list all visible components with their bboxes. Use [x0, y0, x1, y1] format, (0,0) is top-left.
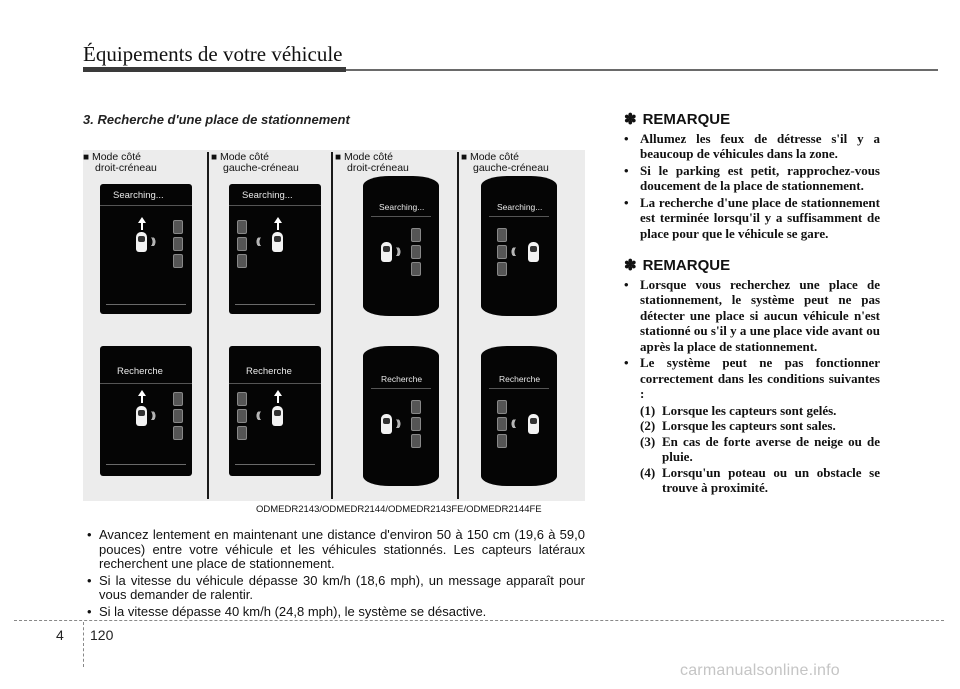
parked-car-icon: [237, 426, 247, 440]
parked-car-icon: [411, 228, 421, 242]
parking-search-figure: [83, 150, 585, 501]
mode-label-line2: droit-créneau: [95, 162, 157, 174]
parked-car-icon: [411, 400, 421, 414]
square-bullet-icon: ■: [211, 152, 218, 163]
parked-car-icon: [173, 426, 183, 440]
parked-car-icon: [237, 409, 247, 423]
screen-divider: [100, 205, 192, 206]
note-item: • Allumez les feux de détresse s'il y a beaucoup de véhicules dans la zone.: [624, 131, 880, 162]
column-divider: [331, 152, 333, 499]
parked-car-icon: [237, 392, 247, 406]
note-heading-text: REMARQUE: [642, 257, 731, 274]
parked-car-icon: [497, 434, 507, 448]
mode-column-1: [83, 150, 207, 501]
subitem-number: (3): [640, 433, 656, 449]
note-item: • Le système peut ne pas fonctionner correctement dans les conditions suivantes :: [624, 355, 880, 402]
sensor-waves-icon: ))): [151, 236, 154, 246]
parked-car-icon: [497, 417, 507, 431]
mode-label-line2: droit-créneau: [347, 162, 409, 174]
sensor-waves-icon: ))): [396, 418, 399, 428]
square-bullet-icon: ■: [83, 152, 90, 163]
mode-column-4: [461, 150, 585, 501]
arrow-stem: [277, 222, 279, 230]
arrow-stem: [277, 395, 279, 403]
display-screen-recherche: [363, 346, 439, 486]
asterisk-icon: ✽: [624, 257, 637, 274]
display-screen-searching: [481, 176, 557, 316]
parked-car-icon: [173, 220, 183, 234]
note-item: • Si le parking est petit, rapprochez-vous doucement de la place de stationnement.: [624, 163, 880, 194]
note-heading-text: REMARQUE: [642, 111, 731, 128]
mode-label: [211, 152, 299, 174]
mode-label-line2: gauche-créneau: [223, 162, 299, 174]
own-car-icon: [136, 406, 147, 426]
parked-car-icon: [411, 262, 421, 276]
footer-vertical-rule: [83, 622, 84, 667]
arrow-stem: [141, 222, 143, 230]
subitem-text: En cas de forte averse de neige ou de pluie.: [662, 433, 880, 464]
subitem-number: (4): [640, 464, 656, 480]
parked-car-icon: [173, 409, 183, 423]
mode-column-3: [335, 150, 455, 501]
mode-column-2: [211, 150, 331, 501]
subitem-number: (2): [640, 418, 656, 433]
mode-label: [461, 152, 549, 174]
chapter-number: 4: [56, 627, 64, 643]
screen-base-line: [106, 304, 186, 305]
screen-divider: [489, 388, 549, 389]
subitem-number: (1): [640, 402, 656, 418]
page-header-title: Équipements de votre véhicule: [83, 42, 343, 66]
parked-car-icon: [411, 434, 421, 448]
screen-base-line: [235, 304, 315, 305]
own-car-icon: [528, 414, 539, 434]
column-divider: [207, 152, 209, 499]
note-heading: [624, 258, 880, 274]
display-screen-searching: [100, 184, 192, 314]
header-rule-thick: [83, 67, 346, 72]
own-car-icon: [136, 232, 147, 252]
footer-rule: [14, 620, 944, 621]
asterisk-icon: ✽: [624, 111, 637, 128]
screen-divider: [371, 216, 431, 217]
square-bullet-icon: ■: [335, 152, 342, 163]
screen-base-line: [235, 464, 315, 465]
parked-car-icon: [411, 245, 421, 259]
note-item: • La recherche d'une place de stationnement est terminée lorsqu'il y a suffisamment de place pour que le véhicule se gare.: [624, 195, 880, 242]
display-screen-searching: [229, 184, 321, 314]
mode-label-line1: Mode côté: [219, 151, 269, 163]
screen-divider: [229, 383, 321, 384]
own-car-icon: [381, 414, 392, 434]
mode-label: [83, 152, 157, 174]
parked-car-icon: [497, 228, 507, 242]
note-subitem: [624, 434, 880, 465]
parked-car-icon: [497, 262, 507, 276]
note-subitem: [624, 403, 880, 419]
parked-car-icon: [237, 237, 247, 251]
mode-label-line1: Mode côté: [343, 151, 393, 163]
own-car-icon: [528, 242, 539, 262]
screen-caption: Searching...: [379, 202, 425, 212]
note-subitem: [624, 418, 880, 434]
mode-label-line1: Mode côté: [469, 151, 519, 163]
header-rule-thin: [346, 69, 938, 71]
instruction-list: [83, 528, 585, 621]
screen-base-line: [106, 464, 186, 465]
display-screen-searching: [363, 176, 439, 316]
screen-caption: Searching...: [242, 190, 293, 201]
section-title: 3. Recherche d'une place de stationnement: [83, 112, 350, 127]
mode-label: [335, 152, 409, 174]
parked-car-icon: [237, 220, 247, 234]
list-item: • Avancez lentement en maintenant une distance d'environ 50 à 150 cm (19,6 à 59,0 pouces) entre votre véhicule et les véhicules stationnés. Les capteurs latéraux recherchent une place de stationnement.: [83, 528, 585, 572]
list-item: • Si la vitesse du véhicule dépasse 30 km/h (18,6 mph), un message apparaît pour vous demander de ralentir.: [83, 574, 585, 603]
figure-code: ODMEDR2143/ODMEDR2144/ODMEDR2143FE/ODMEDR2144FE: [256, 504, 542, 515]
parked-car-icon: [497, 400, 507, 414]
display-screen-recherche: [481, 346, 557, 486]
screen-divider: [229, 205, 321, 206]
parked-car-icon: [237, 254, 247, 268]
note-item: • Lorsque vous recherchez une place de stationnement, le système peut ne pas détecter une place si aucun véhicule n'est stationné ou s'il y a une place vide avant ou après la place de stationnement.: [624, 277, 880, 355]
display-screen-recherche: [229, 346, 321, 476]
notes-column: [624, 112, 880, 496]
square-bullet-icon: ■: [461, 152, 468, 163]
screen-divider: [100, 383, 192, 384]
note-subitem: [624, 465, 880, 496]
screen-divider: [489, 216, 549, 217]
parked-car-icon: [411, 417, 421, 431]
sensor-waves-icon: ))): [396, 246, 399, 256]
subitem-text: Lorsque les capteurs sont sales.: [662, 418, 836, 433]
screen-divider: [371, 388, 431, 389]
display-screen-recherche: [100, 346, 192, 476]
sensor-waves-icon: ))): [151, 410, 154, 420]
note-heading: [624, 112, 880, 128]
screen-caption: Recherche: [381, 374, 423, 384]
parked-car-icon: [497, 245, 507, 259]
own-car-icon: [272, 406, 283, 426]
arrow-stem: [141, 395, 143, 403]
sensor-waves-icon: (((: [511, 418, 514, 428]
mode-label-line2: gauche-créneau: [473, 162, 549, 174]
parked-car-icon: [173, 254, 183, 268]
sensor-waves-icon: (((: [256, 410, 259, 420]
parked-car-icon: [173, 237, 183, 251]
list-item: • Si la vitesse dépasse 40 km/h (24,8 mph), le système se désactive.: [83, 605, 585, 620]
sensor-waves-icon: (((: [511, 246, 514, 256]
sensor-waves-icon: (((: [256, 236, 259, 246]
own-car-icon: [272, 232, 283, 252]
parked-car-icon: [173, 392, 183, 406]
column-divider: [457, 152, 459, 499]
screen-caption: Recherche: [117, 366, 163, 377]
page-number: 120: [90, 627, 114, 643]
screen-caption: Recherche: [499, 374, 541, 384]
screen-caption: Searching...: [113, 190, 164, 201]
subitem-text: Lorsque les capteurs sont gelés.: [662, 402, 837, 418]
spacer: [624, 242, 880, 258]
own-car-icon: [381, 242, 392, 262]
watermark: carmanualsonline.info: [680, 662, 840, 679]
subitem-text: Lorsqu'un poteau ou un obstacle se trouve à proximité.: [662, 464, 880, 495]
screen-caption: Searching...: [497, 202, 543, 212]
mode-label-line1: Mode côté: [91, 151, 141, 163]
screen-caption: Recherche: [246, 366, 292, 377]
